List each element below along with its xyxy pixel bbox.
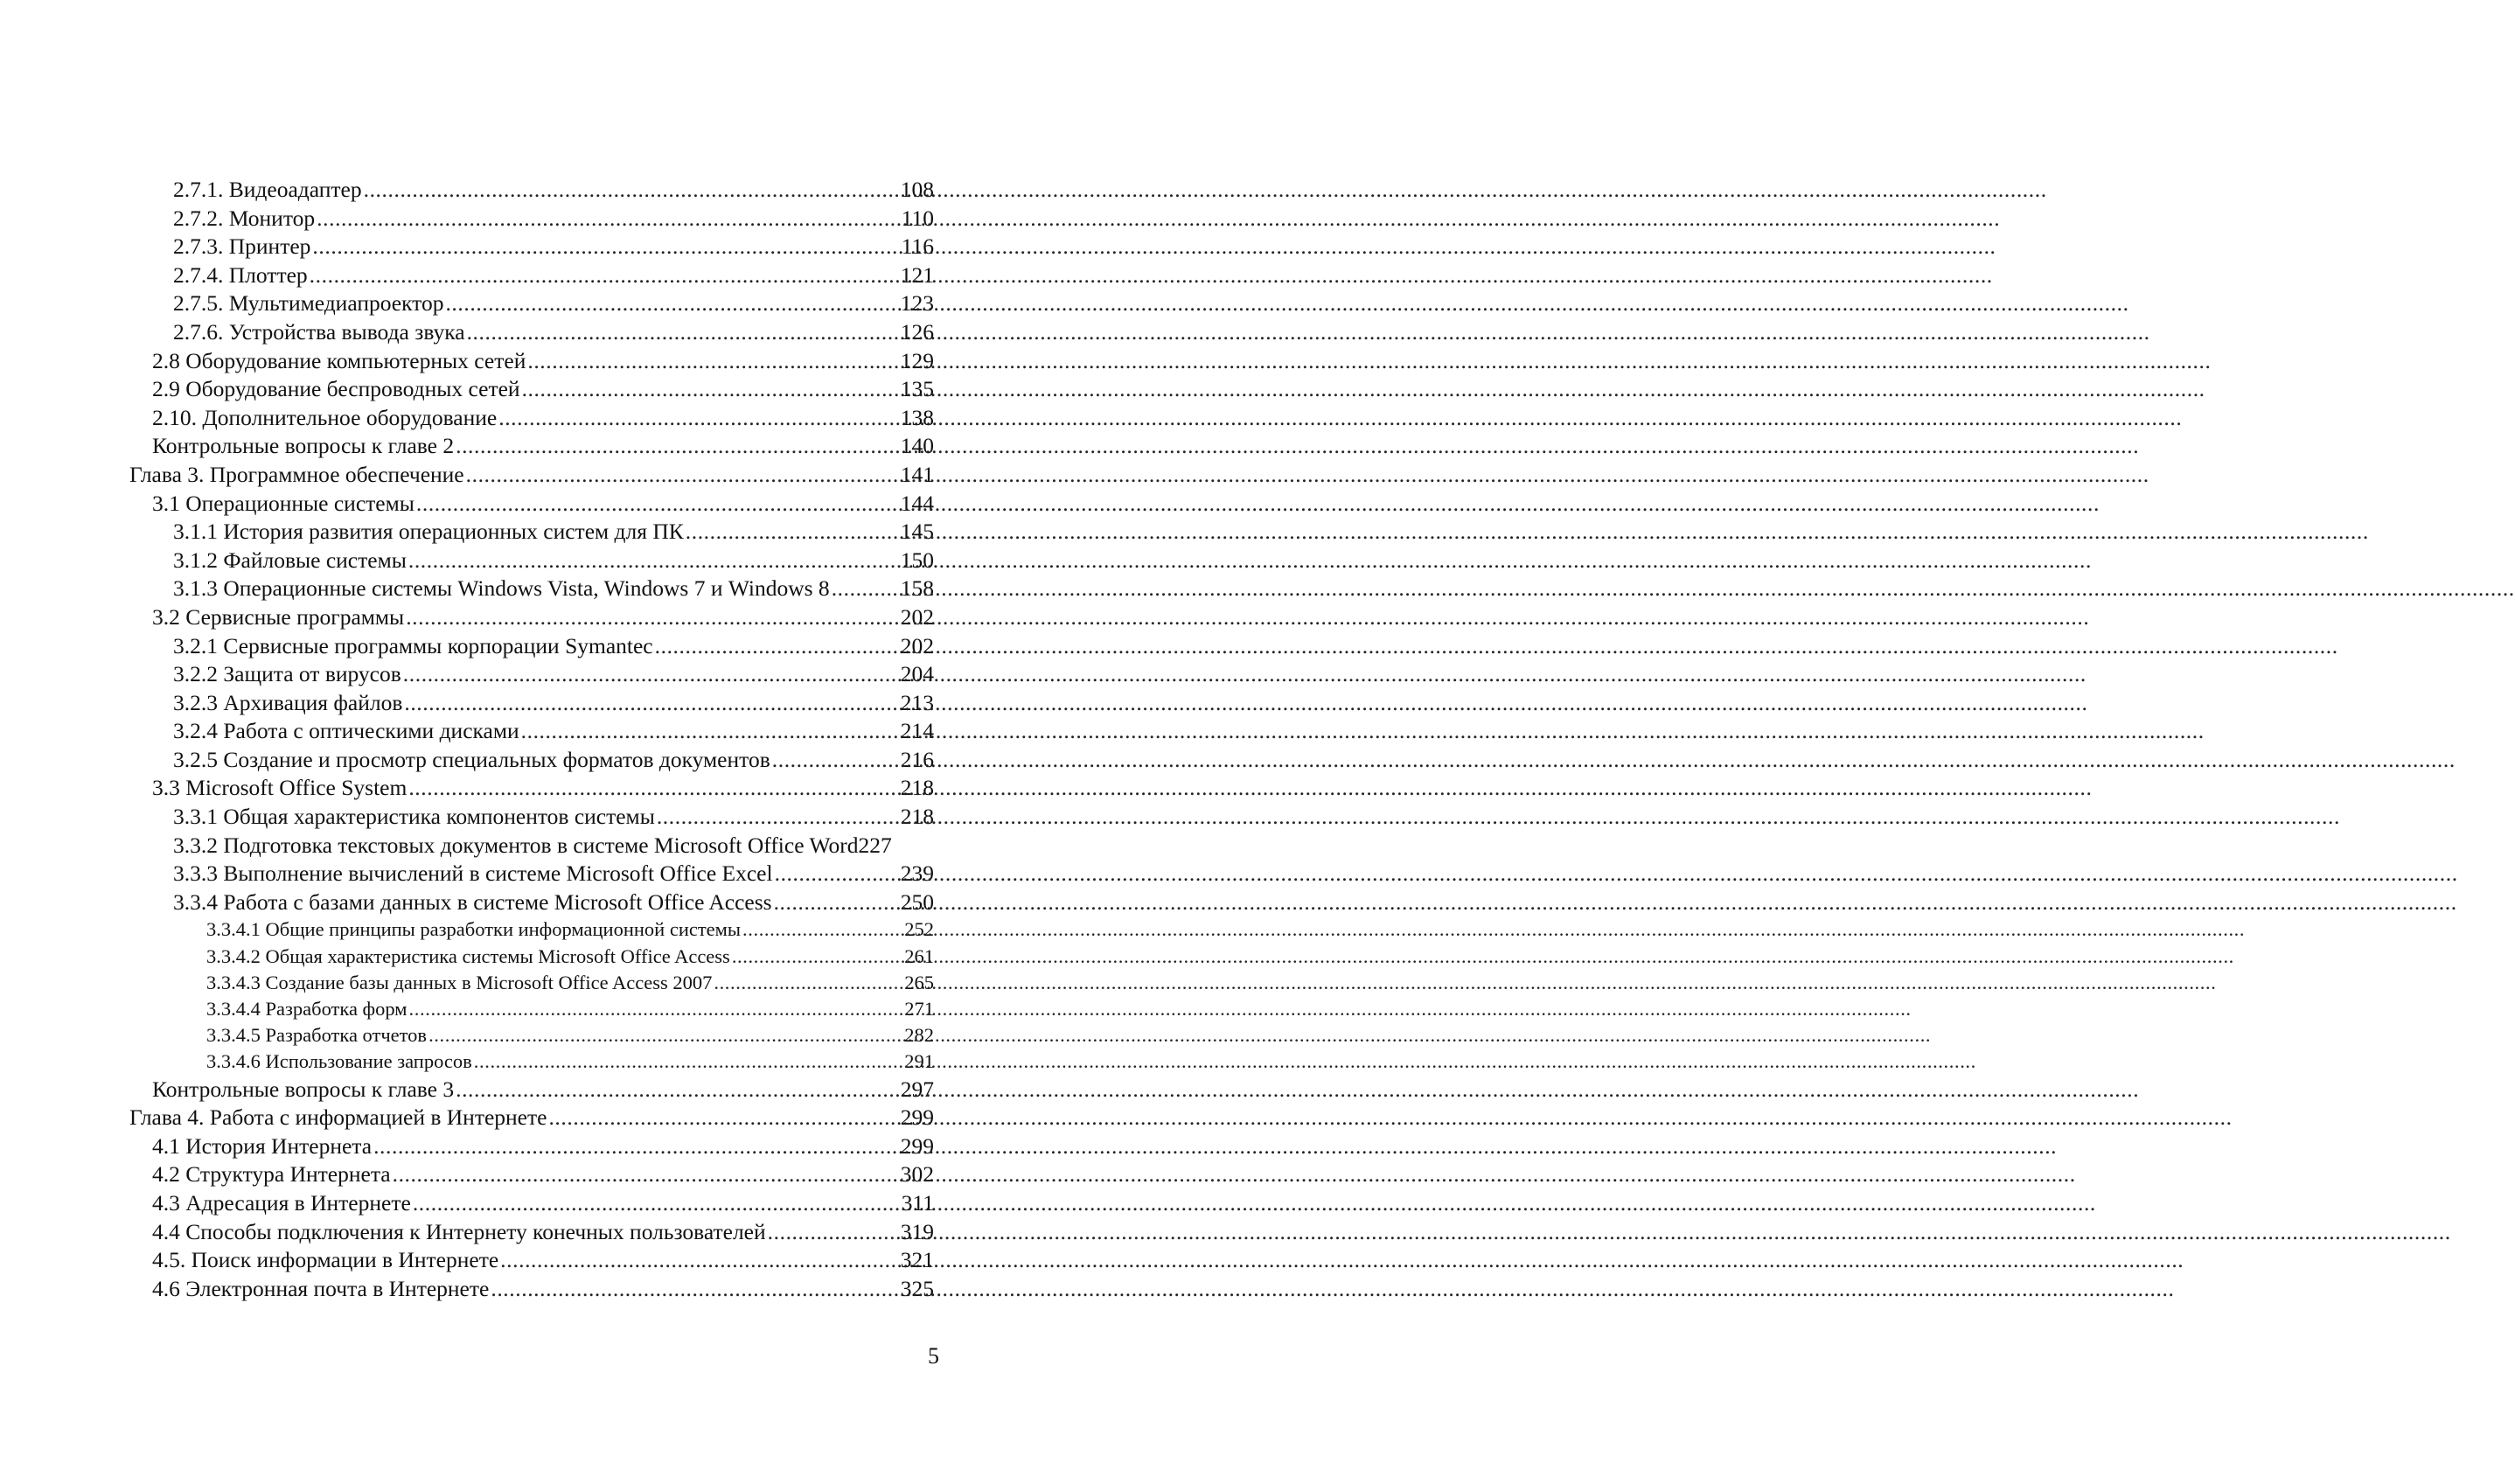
- dot-leader: [312, 233, 899, 261]
- dot-leader: [416, 490, 899, 519]
- toc-entry-title: 3.3.1 Общая характеристика компонентов системы: [173, 804, 655, 830]
- toc-entry-page: 135: [900, 376, 934, 402]
- toc-entry-title: 3.2.5 Создание и просмотр специальных форматов документов: [173, 746, 770, 772]
- dot-leader: [317, 205, 900, 233]
- toc-entry: [129, 970, 934, 996]
- toc-entry-title: 3.3.4.4 Разработка форм: [206, 998, 408, 1020]
- toc-entry-title: 3.1.2 Файловые системы: [173, 547, 407, 573]
- toc-entry-title: 4.5. Поиск информации в Интернете: [152, 1247, 499, 1273]
- toc-entry: [129, 996, 934, 1022]
- toc-entry-page: 261: [904, 944, 934, 967]
- toc-entry-page: 116: [901, 233, 934, 260]
- toc-entry: [129, 518, 934, 547]
- toc-entry: [129, 660, 934, 689]
- toc-entry-page: 202: [900, 632, 934, 658]
- toc-entry-page: 239: [900, 860, 934, 887]
- toc-entry-title: 3.3.4.2 Общая характеристика системы Microsoft Office Access: [206, 944, 730, 967]
- toc-entry-title: 4.4 Способы подключения к Интернету конечных пользователей: [152, 1218, 766, 1244]
- dot-leader: [467, 318, 899, 347]
- toc-entry: [129, 944, 934, 970]
- dot-leader: [548, 1104, 898, 1132]
- toc-entry: [129, 233, 934, 261]
- toc-entry-page: 218: [900, 775, 934, 801]
- toc-entry: [129, 603, 934, 632]
- toc-entry-title: Контрольные вопросы к главе 2: [152, 433, 455, 459]
- toc-entry: [129, 916, 934, 943]
- toc-entry-page: 252: [904, 918, 934, 941]
- dot-leader: [714, 970, 902, 996]
- toc-entry-page: 138: [900, 404, 934, 430]
- toc-entry-page: 126: [900, 318, 934, 345]
- toc-entry-title: 3.2 Сервисные программы: [152, 603, 405, 630]
- table-of-contents: [129, 176, 934, 1303]
- toc-entry-page: 227: [858, 832, 892, 858]
- toc-entry: [129, 1189, 934, 1218]
- toc-entry: [129, 1049, 934, 1075]
- toc-entry: [129, 289, 934, 318]
- toc-entry-page: 204: [900, 661, 934, 687]
- toc-entry-page: 108: [900, 177, 934, 202]
- dot-leader: [364, 176, 899, 205]
- dot-leader: [657, 803, 899, 832]
- toc-entry-title: 3.3.4.3 Создание базы данных в Microsoft Office Access 2007: [206, 971, 713, 993]
- dot-leader: [775, 860, 899, 888]
- toc-entry-title: 3.2.3 Архивация файлов: [173, 689, 403, 715]
- toc-entry-title: 3.3 Microsoft Office System: [152, 775, 408, 801]
- toc-entry: [129, 717, 934, 746]
- dot-leader: [832, 575, 899, 603]
- toc-entry-title: 2.7.6. Устройства вывода звука: [173, 318, 465, 345]
- toc-entry-title: 2.7.2. Монитор: [173, 205, 316, 231]
- dot-leader: [527, 347, 898, 376]
- toc-entry-page: 250: [900, 888, 934, 915]
- toc-entry-title: Глава 4. Работа с информацией в Интернете: [129, 1104, 547, 1131]
- toc-entry: [129, 803, 934, 832]
- toc-entry-title: 4.1 История Интернета: [152, 1132, 373, 1159]
- dot-leader: [772, 746, 899, 775]
- toc-entry-title: 2.9 Оборудование беспроводных сетей: [152, 376, 520, 402]
- dot-leader: [456, 432, 899, 461]
- document-page: [0, 0, 1049, 1484]
- toc-entry-title: Контрольные вопросы к главе 3: [152, 1076, 455, 1102]
- toc-entry-page: 121: [900, 261, 934, 288]
- toc-entry-title: 3.3.4.6 Использование запросов: [206, 1050, 472, 1073]
- toc-entry-page: 144: [900, 490, 934, 516]
- dot-leader: [686, 518, 899, 547]
- toc-entry-title: 3.3.4 Работа с базами данных в системе Microsoft Office Access: [173, 888, 772, 915]
- dot-leader: [655, 632, 899, 661]
- dot-leader: [373, 1132, 899, 1161]
- toc-entry: [129, 575, 934, 603]
- dot-leader: [474, 1049, 902, 1075]
- toc-entry: [129, 375, 934, 404]
- toc-entry: [129, 1022, 934, 1049]
- toc-entry: [129, 1218, 934, 1247]
- dot-leader: [742, 916, 902, 943]
- toc-entry-page: 213: [900, 689, 934, 715]
- dot-leader: [466, 461, 899, 490]
- toc-entry: [129, 432, 934, 461]
- toc-entry-title: Глава 3. Программное обеспечение: [129, 461, 464, 487]
- page-number: 5: [928, 1343, 939, 1369]
- toc-entry-title: 2.10. Дополнительное оборудование: [152, 404, 498, 430]
- toc-entry: [129, 347, 934, 376]
- dot-leader: [393, 1160, 899, 1189]
- toc-entry: [129, 860, 934, 888]
- toc-entry: [129, 632, 934, 661]
- toc-entry: [129, 1160, 934, 1189]
- toc-entry: [129, 1246, 934, 1275]
- toc-entry-page: 319: [900, 1218, 934, 1244]
- toc-entry: [129, 1132, 934, 1161]
- toc-entry-title: 3.3.3 Выполнение вычислений в системе Microsoft Office Excel: [173, 860, 773, 887]
- toc-entry-title: 3.2.4 Работа с оптическими дисками: [173, 718, 519, 744]
- toc-entry-page: 265: [904, 971, 934, 993]
- toc-entry: [129, 318, 934, 347]
- dot-leader: [406, 603, 899, 632]
- toc-entry: [129, 547, 934, 575]
- toc-entry: [129, 1076, 934, 1104]
- toc-entry: [129, 261, 934, 290]
- toc-entry-page: 297: [900, 1076, 934, 1102]
- dot-leader: [491, 1275, 898, 1304]
- toc-entry-page: 325: [900, 1275, 934, 1301]
- toc-entry: [129, 404, 934, 433]
- toc-entry-page: 214: [900, 718, 934, 744]
- toc-entry-page: 150: [900, 547, 934, 573]
- toc-entry-page: 321: [900, 1247, 934, 1273]
- toc-entry-title: 3.3.2 Подготовка текстовых документов в системе Microsoft Office Word: [173, 832, 859, 858]
- toc-entry: [129, 746, 934, 775]
- toc-entry: [129, 176, 934, 205]
- toc-entry-title: 2.7.1. Видеоадаптер: [173, 177, 362, 202]
- toc-entry-page: 311: [901, 1189, 934, 1216]
- toc-entry-title: 2.7.3. Принтер: [173, 233, 311, 260]
- toc-entry-page: 202: [900, 603, 934, 630]
- toc-entry-title: 3.1 Операционные системы: [152, 490, 415, 516]
- dot-leader: [310, 261, 899, 290]
- dot-leader: [498, 404, 899, 433]
- toc-entry-title: 3.2.2 Защита от вирусов: [173, 661, 401, 687]
- toc-entry: [129, 888, 934, 917]
- toc-entry-page: 291: [904, 1050, 934, 1073]
- toc-entry-title: 2.7.4. Плоттер: [173, 261, 308, 288]
- toc-entry: [129, 1275, 934, 1304]
- toc-entry-title: 3.3.4.5 Разработка отчетов: [206, 1024, 428, 1047]
- dot-leader: [768, 1218, 899, 1247]
- toc-entry: [129, 461, 934, 490]
- toc-entry-page: 129: [900, 347, 934, 373]
- toc-entry-page: 299: [900, 1132, 934, 1159]
- dot-leader: [522, 375, 899, 404]
- dot-leader: [403, 660, 899, 689]
- toc-entry-page: 141: [900, 461, 934, 487]
- toc-entry-page: 158: [900, 575, 934, 602]
- toc-entry-title: 4.3 Адресация в Интернете: [152, 1189, 411, 1216]
- dot-leader: [456, 1076, 899, 1104]
- dot-leader: [500, 1246, 899, 1275]
- toc-entry-title: 4.6 Электронная почта в Интернете: [152, 1275, 490, 1301]
- dot-leader: [408, 774, 898, 803]
- toc-entry-page: 140: [900, 433, 934, 459]
- toc-entry-title: 4.2 Структура Интернета: [152, 1161, 391, 1188]
- toc-entry-page: 282: [904, 1024, 934, 1047]
- toc-entry-title: 3.3.4.1 Общие принципы разработки информационной системы: [206, 918, 742, 941]
- toc-entry-title: 2.8 Оборудование компьютерных сетей: [152, 347, 526, 373]
- dot-leader: [409, 996, 903, 1022]
- toc-entry: [129, 689, 934, 718]
- toc-entry-page: 299: [900, 1104, 934, 1131]
- toc-entry-page: 123: [900, 290, 934, 317]
- toc-entry-page: 110: [901, 205, 934, 231]
- toc-entry: [129, 832, 934, 860]
- toc-entry-page: 302: [900, 1161, 934, 1188]
- toc-entry-title: 3.1.3 Операционные системы Windows Vista, Windows 7 и Windows 8: [173, 575, 830, 602]
- dot-leader: [413, 1189, 900, 1218]
- dot-leader: [774, 888, 899, 917]
- toc-entry-page: 218: [900, 804, 934, 830]
- toc-entry-page: 145: [900, 519, 934, 545]
- toc-entry-page: 271: [904, 998, 934, 1020]
- toc-entry-page: 216: [900, 746, 934, 772]
- toc-entry: [129, 1104, 934, 1132]
- dot-leader: [404, 689, 898, 718]
- dot-leader: [445, 289, 898, 318]
- toc-entry: [129, 774, 934, 803]
- dot-leader: [408, 547, 899, 575]
- toc-entry: [129, 205, 934, 233]
- dot-leader: [521, 717, 899, 746]
- toc-entry-title: 2.7.5. Мультимедиапроектор: [173, 290, 444, 317]
- dot-leader: [732, 944, 902, 970]
- toc-entry: [129, 490, 934, 519]
- toc-entry-title: 3.1.1 История развития операционных систем для ПК: [173, 519, 684, 545]
- dot-leader: [428, 1022, 902, 1049]
- toc-entry-title: 3.2.1 Сервисные программы корпорации Symantec: [173, 632, 653, 658]
